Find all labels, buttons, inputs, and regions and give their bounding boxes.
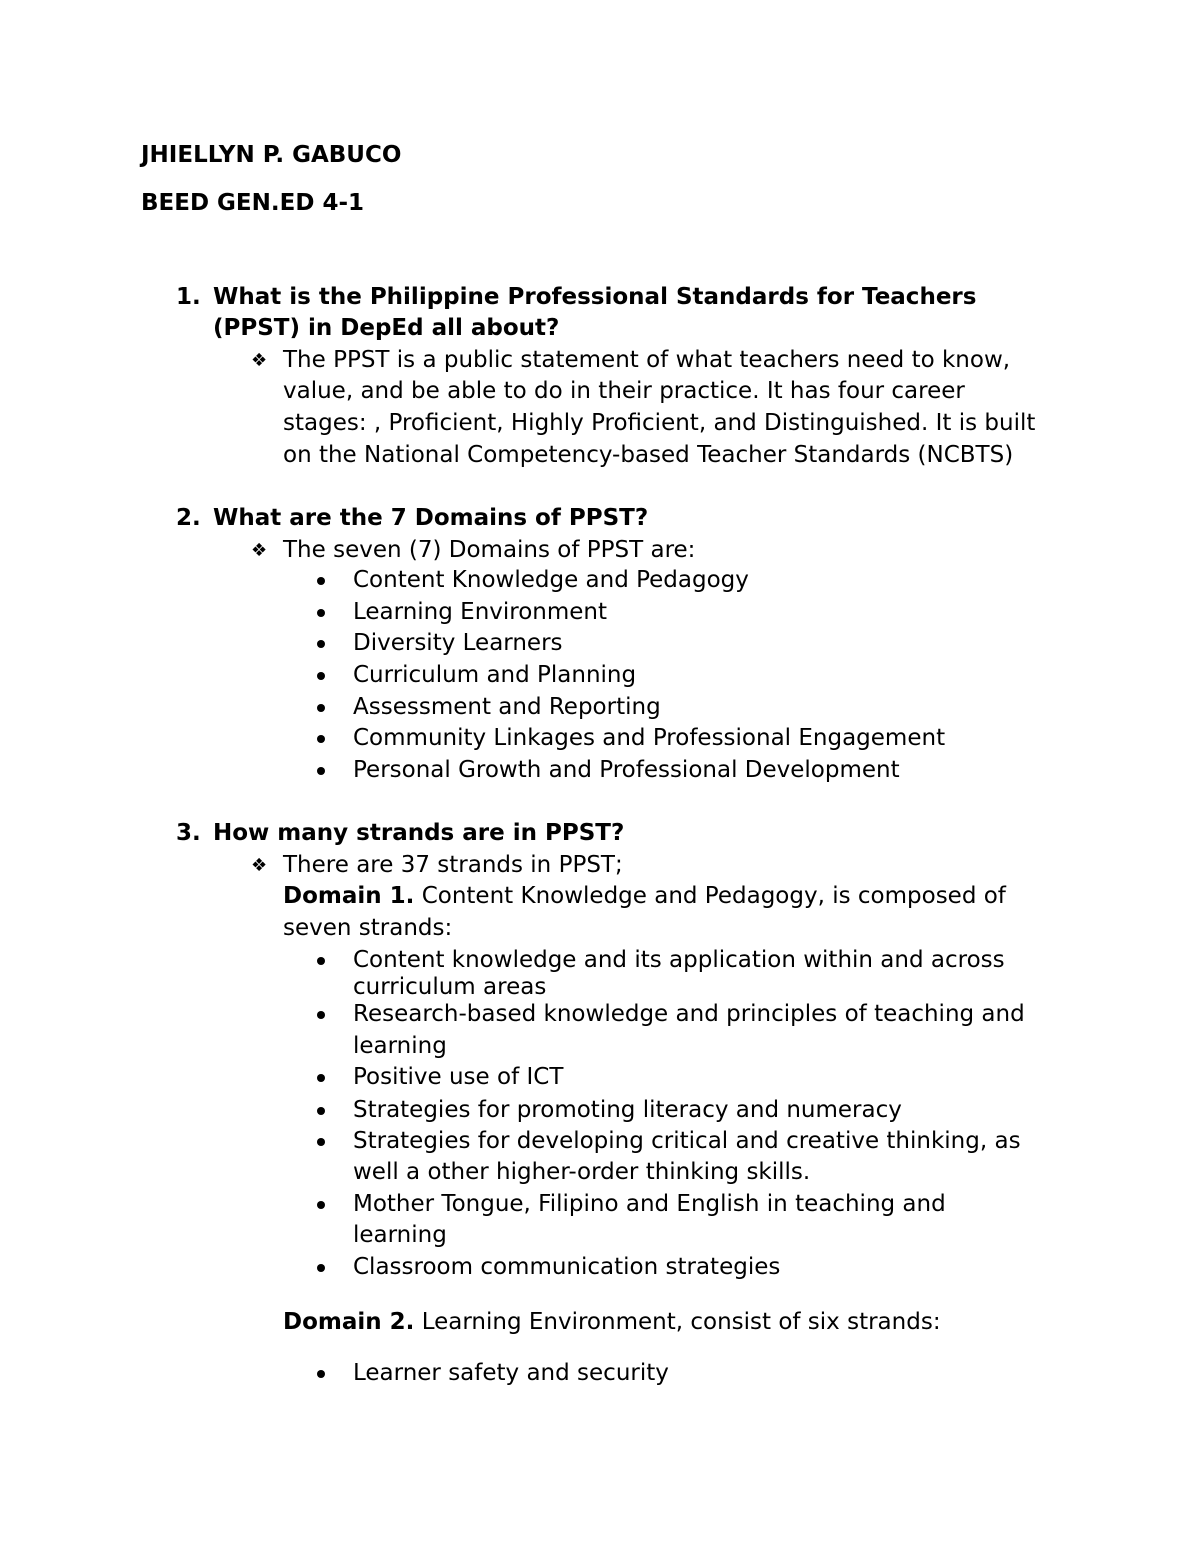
bullet-icon <box>317 1264 325 1272</box>
diamond-bullet-icon: ❖ <box>251 855 268 876</box>
domain-list-item: Personal Growth and Professional Development <box>353 757 900 783</box>
domain1-text-line2: seven strands: <box>283 915 453 941</box>
diamond-bullet-icon: ❖ <box>251 350 268 371</box>
bullet-icon <box>317 1107 325 1115</box>
q1-answer-line4: on the National Competency-based Teacher Standards (NCBTS) <box>283 442 1014 468</box>
strand-item-cont: learning <box>353 1033 447 1059</box>
strand-item-cont: well a other higher-order thinking skills. <box>353 1159 811 1185</box>
strand-item: Positive use of ICT <box>353 1064 564 1090</box>
bullet-icon <box>317 609 325 617</box>
bullet-icon <box>317 1011 325 1019</box>
bullet-icon <box>317 1138 325 1146</box>
domain-list-item: Assessment and Reporting <box>353 694 661 720</box>
q1-answer-line2: value, and be able to do in their practice. It has four career <box>283 378 965 404</box>
q1-answer-line1: The PPST is a public statement of what teachers need to know, <box>283 347 1011 373</box>
strand-item: Strategies for promoting literacy and numeracy <box>353 1097 902 1123</box>
domain-list-item: Community Linkages and Professional Engagement <box>353 725 946 751</box>
domain1-label: Domain 1. <box>283 883 415 909</box>
strand-item-cont: curriculum areas <box>353 974 547 1000</box>
domain1-text: Content Knowledge and Pedagogy, is composed of <box>421 883 1006 909</box>
bullet-icon <box>317 957 325 965</box>
student-name: JHIELLYN P. GABUCO <box>141 142 402 168</box>
bullet-icon <box>317 1074 325 1082</box>
strand-item: Classroom communication strategies <box>353 1254 781 1280</box>
course-section: BEED GEN.ED 4-1 <box>141 190 364 216</box>
bullet-icon <box>317 1370 325 1378</box>
q2-number: 2. <box>176 505 201 531</box>
q2-answer: The seven (7) Domains of PPST are: <box>283 537 696 563</box>
bullet-icon <box>317 577 325 585</box>
bullet-icon <box>317 1201 325 1209</box>
domain-list-item: Learning Environment <box>353 599 608 625</box>
q1-question-line2: (PPST) in DepEd all about? <box>213 315 560 341</box>
domain-list-item: Diversity Learners <box>353 630 563 656</box>
strand-item: Content knowledge and its application within and across <box>353 947 1005 973</box>
domain2-text: Learning Environment, consist of six strands: <box>421 1309 941 1335</box>
domain1-paragraph <box>283 883 1006 909</box>
domain-list-item: Curriculum and Planning <box>353 662 637 688</box>
q2-question: What are the 7 Domains of PPST? <box>213 505 649 531</box>
q1-number: 1. <box>176 284 201 310</box>
q3-number: 3. <box>176 820 201 846</box>
bullet-icon <box>317 767 325 775</box>
q3-answer: There are 37 strands in PPST; <box>283 852 623 878</box>
bullet-icon <box>317 672 325 680</box>
bullet-icon <box>317 640 325 648</box>
bullet-icon <box>317 735 325 743</box>
strand-item: Strategies for developing critical and creative thinking, as <box>353 1128 1021 1154</box>
domain2-paragraph <box>283 1309 941 1335</box>
strand-item: Learner safety and security <box>353 1360 669 1386</box>
domain-list-item: Content Knowledge and Pedagogy <box>353 567 749 593</box>
strand-item: Research-based knowledge and principles of teaching and <box>353 1001 1025 1027</box>
strand-item-cont: learning <box>353 1222 447 1248</box>
q1-answer-line3: stages: , Proficient, Highly Proficient, and Distinguished. It is built <box>283 410 1036 436</box>
q1-question-line1: What is the Philippine Professional Standards for Teachers <box>213 284 977 310</box>
strand-item: Mother Tongue, Filipino and English in teaching and <box>353 1191 946 1217</box>
q3-question: How many strands are in PPST? <box>213 820 625 846</box>
bullet-icon <box>317 704 325 712</box>
diamond-bullet-icon: ❖ <box>251 540 268 561</box>
domain2-label: Domain 2. <box>283 1309 415 1335</box>
